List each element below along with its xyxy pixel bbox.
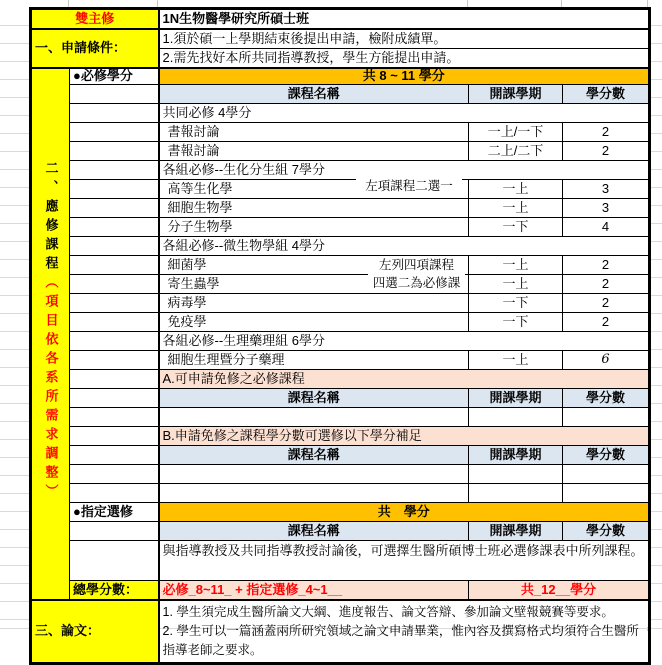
course-semester[interactable]: 一上 [469, 275, 563, 294]
empty-cell[interactable] [70, 218, 159, 237]
total-credits-label[interactable]: 總學分數： [70, 581, 159, 601]
total-credits-formula[interactable]: 必修_8~11_ + 指定選修_4~1__ [159, 581, 469, 601]
empty-cell[interactable] [563, 465, 649, 484]
elective-note[interactable]: 與指導教授及共同指導教授討論後，可選擇生醫所碩博士班必選修課表中所列課程。 [159, 541, 649, 581]
empty-cell[interactable] [70, 313, 159, 332]
empty-cell[interactable] [469, 465, 563, 484]
empty-cell[interactable] [563, 408, 649, 427]
annotation-four-choose-two-line1: 左列四項課程 [378, 258, 454, 272]
annotation-four-choose-two-line2: 四選二為必修課 [372, 276, 461, 290]
course-name[interactable]: 書報討論 [159, 142, 469, 161]
group-title[interactable]: 共同必修 4學分 [159, 104, 649, 123]
course-credits[interactable]: 2 [563, 313, 649, 332]
thesis-requirements[interactable] [159, 600, 649, 663]
course-credits[interactable]: 2 [563, 123, 649, 142]
empty-cell[interactable] [70, 389, 159, 408]
margin-gridline [157, 0, 158, 7]
course-name[interactable]: 寄生蟲學 [159, 275, 469, 294]
course-name[interactable]: 高等生化學 [159, 180, 469, 199]
col-header-name[interactable]: 課程名稱 [159, 389, 469, 408]
margin-gridline [561, 0, 562, 7]
curriculum-sidebar-text [36, 161, 66, 503]
empty-cell[interactable] [70, 446, 159, 465]
waiver-a-title[interactable]: A.可申請免修之必修課程 [159, 370, 649, 389]
sidebar-note: （項目依各系所需求調整） [43, 275, 59, 504]
annotation-four-choose-two[interactable] [368, 256, 465, 293]
thesis-requirement-1: 1. 學生須完成生醫所論文大綱、進度報告、論文答辯、參加論文壁報競賽等要求。 [162, 605, 614, 620]
group-title[interactable]: 各組必修--生理藥理組 6學分 [159, 332, 649, 351]
empty-cell[interactable] [159, 465, 469, 484]
course-semester[interactable]: 一下 [469, 294, 563, 313]
empty-cell[interactable] [70, 256, 159, 275]
empty-cell[interactable] [70, 522, 159, 541]
program-table [29, 7, 651, 665]
empty-cell[interactable] [70, 85, 159, 104]
course-name[interactable]: 書報討論 [159, 123, 469, 142]
application-condition-2[interactable]: 2.需先找好本所共同指導教授，學生方能提出申請。 [159, 49, 649, 69]
empty-cell[interactable] [70, 142, 159, 161]
empty-cell[interactable] [70, 484, 159, 503]
empty-cell[interactable] [159, 408, 469, 427]
empty-cell[interactable] [70, 199, 159, 218]
empty-cell[interactable] [70, 408, 159, 427]
sidebar-title: 二、應修課程 [43, 161, 59, 276]
course-credits[interactable]: 2 [563, 256, 649, 275]
empty-cell[interactable] [70, 237, 159, 256]
empty-cell[interactable] [70, 370, 159, 389]
course-semester[interactable]: 一上 [469, 199, 563, 218]
program-name-cell[interactable]: 1N生物醫學研究所碩士班 [159, 10, 649, 30]
col-header-semester[interactable]: 開課學期 [469, 389, 563, 408]
group-title[interactable]: 各組必修--生化分生組 7學分 [159, 161, 649, 180]
col-header-credits[interactable]: 學分數 [563, 446, 649, 465]
course-semester[interactable]: 一下 [469, 218, 563, 237]
empty-cell[interactable] [563, 484, 649, 503]
margin-gridlines-left [0, 8, 29, 626]
col-header-name[interactable]: 課程名稱 [159, 522, 469, 541]
course-credits[interactable]: 6 [563, 351, 649, 370]
application-condition-1[interactable]: 1.須於碩一上學期結束後提出申請，檢附成績單。 [159, 29, 649, 49]
empty-cell[interactable] [70, 427, 159, 446]
course-name[interactable]: 細胞生物學 [159, 199, 469, 218]
course-credits[interactable]: 2 [563, 142, 649, 161]
course-credits[interactable]: 2 [563, 294, 649, 313]
empty-cell[interactable] [469, 408, 563, 427]
course-semester[interactable]: 一上 [469, 180, 563, 199]
waiver-b-title[interactable]: B.申請免修之課程學分數可選修以下學分補足 [159, 427, 649, 446]
empty-cell[interactable] [70, 332, 159, 351]
elective-total[interactable]: 共 學分 [159, 503, 649, 522]
course-credits[interactable]: 3 [563, 199, 649, 218]
col-header-name[interactable]: 課程名稱 [159, 85, 469, 104]
annotation-two-choose-one[interactable]: 左項課程二選一 [356, 178, 462, 194]
curriculum-sidebar[interactable] [32, 68, 70, 600]
course-credits[interactable]: 3 [563, 180, 649, 199]
course-credits[interactable]: 4 [563, 218, 649, 237]
total-credits-sum[interactable]: 共_12__學分 [469, 581, 649, 601]
thesis-label[interactable]: 三、論文： [32, 600, 159, 663]
course-name[interactable]: 分子生物學 [159, 218, 469, 237]
course-name[interactable]: 免疫學 [159, 313, 469, 332]
course-semester[interactable]: 一上/一下 [469, 123, 563, 142]
course-semester[interactable]: 一上 [469, 256, 563, 275]
empty-cell[interactable] [469, 484, 563, 503]
margin-gridline [647, 0, 648, 7]
application-conditions-label[interactable]: 一、申請條件： [32, 29, 159, 68]
group-title[interactable]: 各組必修--微生物學組 4學分 [159, 237, 649, 256]
empty-cell[interactable] [70, 180, 159, 199]
margin-gridline [68, 0, 69, 7]
thesis-requirement-2: 2. 學生可以一篇涵蓋兩所研究領域之論文申請畢業，惟內容及撰寫格式均須符合生醫所指導老師之要求。 [162, 624, 639, 657]
course-name[interactable]: 病毒學 [159, 294, 469, 313]
empty-cell[interactable] [70, 275, 159, 294]
col-header-semester[interactable]: 開課學期 [469, 446, 563, 465]
empty-cell[interactable] [70, 465, 159, 484]
empty-cell[interactable] [70, 104, 159, 123]
col-header-semester[interactable]: 開課學期 [469, 522, 563, 541]
course-credits[interactable]: 2 [563, 275, 649, 294]
col-header-name[interactable]: 課程名稱 [159, 446, 469, 465]
empty-cell[interactable] [159, 484, 469, 503]
col-header-credits[interactable]: 學分數 [563, 389, 649, 408]
course-name[interactable]: 細胞生理暨分子藥理 [159, 351, 469, 370]
col-header-semester[interactable]: 開課學期 [469, 85, 563, 104]
course-semester[interactable]: 二上/二下 [469, 142, 563, 161]
course-semester[interactable]: 一上 [469, 351, 563, 370]
course-name[interactable]: 細菌學 [159, 256, 469, 275]
empty-cell[interactable] [70, 294, 159, 313]
margin-gridlines-right [651, 8, 662, 626]
program-type-cell[interactable]: 雙主修 [32, 10, 159, 30]
col-header-credits[interactable]: 學分數 [563, 85, 649, 104]
elective-label[interactable]: ●指定選修 [70, 503, 159, 522]
margin-gridline [467, 0, 468, 7]
col-header-credits[interactable]: 學分數 [563, 522, 649, 541]
required-credits-label[interactable]: ●必修學分 [70, 68, 159, 85]
empty-cell[interactable] [70, 161, 159, 180]
course-semester[interactable]: 一下 [469, 313, 563, 332]
empty-cell[interactable] [70, 351, 159, 370]
required-credits-total[interactable]: 共 8 ~ 11 學分 [159, 68, 649, 85]
empty-cell[interactable] [70, 541, 159, 581]
empty-cell[interactable] [70, 123, 159, 142]
